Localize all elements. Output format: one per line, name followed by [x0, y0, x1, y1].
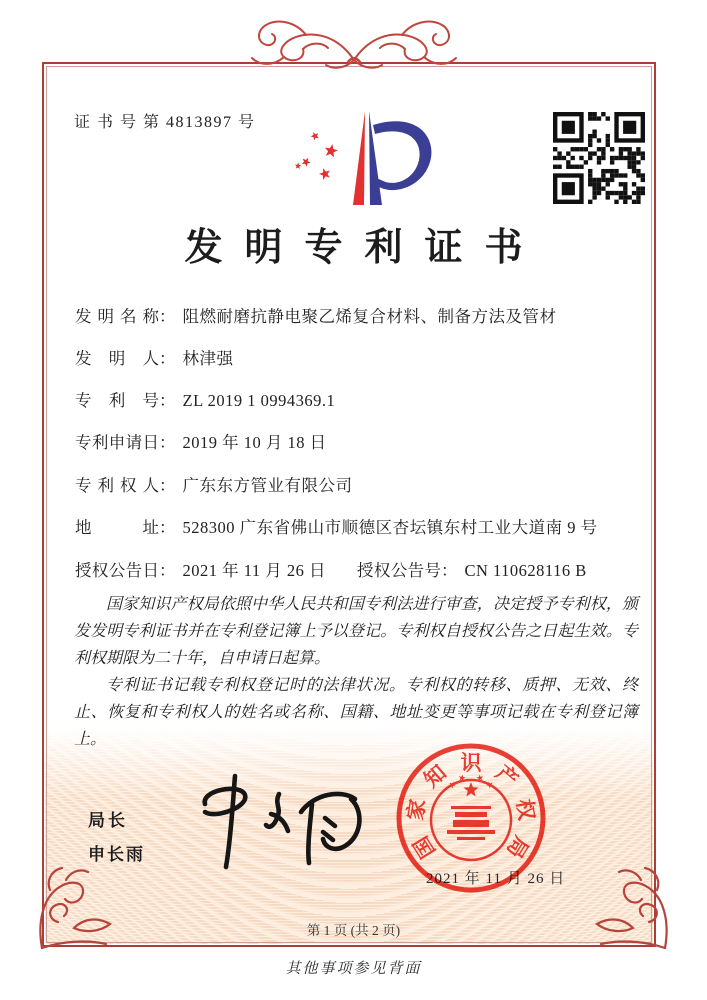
director-title: 局长 [88, 811, 128, 830]
field-row-patent-number [75, 387, 641, 429]
field-colon: ： [441, 561, 458, 580]
field-pair-grant-number [357, 557, 587, 581]
certificate-number: 证 书 号 第 4813897 号 [74, 114, 256, 131]
field-value: ZL 2019 1 0994369.1 [182, 391, 336, 410]
field-value: 广东东方管业有限公司 [182, 476, 353, 495]
svg-text:家: 家 [403, 797, 431, 822]
field-row-filing-date [75, 429, 641, 472]
cnipa-logo-icon [283, 103, 459, 215]
seal-date: 2021 年 11 月 26 日 [426, 871, 566, 887]
bottom-left-corner-flourish-icon [28, 860, 123, 955]
field-label: 专利申请日 [75, 433, 159, 452]
field-value: 阻燃耐磨抗静电聚乙烯复合材料、制备方法及管材 [182, 307, 557, 326]
legal-text [74, 591, 638, 753]
logo-star-icon [295, 163, 302, 170]
svg-text:识: 识 [460, 751, 482, 775]
qr-code-icon [553, 112, 645, 204]
field-colon: ： [159, 433, 176, 452]
field-label: 专利号 [75, 391, 159, 410]
field-value: 2019 年 10 月 18 日 [182, 433, 327, 452]
logo-star-icon [319, 168, 330, 179]
svg-text:国: 国 [408, 831, 441, 863]
field-colon: ： [159, 561, 176, 580]
logo-star-icon [302, 158, 311, 167]
bottom-right-corner-flourish-icon [584, 860, 679, 955]
field-label: 授权公告号 [357, 561, 441, 580]
page-number: 第 1 页 (共 2 页) [306, 923, 401, 938]
cnipa-official-seal-icon [393, 740, 549, 896]
field-colon: ： [159, 476, 176, 495]
svg-text:产: 产 [491, 760, 523, 793]
svg-text:知: 知 [419, 760, 451, 793]
legal-paragraph-1: 国家知识产权局依照中华人民共和国专利法进行审查，决定授予专利权，颁发发明专利证书并在专利登记簿上予以登记。专利权自授权公告之日起生效。专利权期限为二十年，自申请日起算。 [74, 596, 638, 667]
logo-star-icon [325, 144, 338, 157]
director-handwritten-signature [183, 770, 373, 872]
top-center-dragon-ornament-icon [244, 2, 464, 80]
field-colon: ： [159, 307, 176, 326]
field-colon: ： [159, 349, 176, 368]
field-value: 2021 年 11 月 26 日 [182, 561, 327, 580]
director-name: 申长雨 [88, 845, 145, 864]
legal-paragraph-2: 专利证书记载专利权登记时的法律状况。专利权的转移、质押、无效、终止、恢复和专利权人的姓名或名称、国籍、地址变更等事项记载在专利登记簿上。 [74, 677, 638, 748]
back-side-note: 其他事项参见背面 [285, 961, 422, 977]
svg-text:权: 权 [511, 797, 539, 822]
field-colon: ： [159, 391, 176, 410]
logo-star-icon [311, 132, 319, 141]
field-row-inventor [75, 345, 641, 387]
field-value: 林津强 [182, 349, 234, 368]
field-label: 专利权人 [75, 476, 159, 495]
field-row-patentee [75, 472, 641, 514]
field-row-invention-name [75, 303, 641, 345]
field-row-address [75, 514, 641, 557]
certificate-fields [75, 303, 641, 599]
field-label: 发明名称 [75, 307, 159, 326]
svg-text:局: 局 [501, 831, 534, 863]
certificate-title: 发明专利证书 [184, 227, 545, 269]
field-value: CN 110628116 B [464, 561, 587, 580]
field-label: 地址 [75, 518, 159, 537]
field-value: 528300 广东省佛山市顺德区杏坛镇东村工业大道南 9 号 [182, 518, 598, 537]
national-emblem-icon [431, 775, 511, 860]
field-colon: ： [159, 518, 176, 537]
field-label: 发明人 [75, 349, 159, 368]
field-label: 授权公告日 [75, 561, 159, 580]
